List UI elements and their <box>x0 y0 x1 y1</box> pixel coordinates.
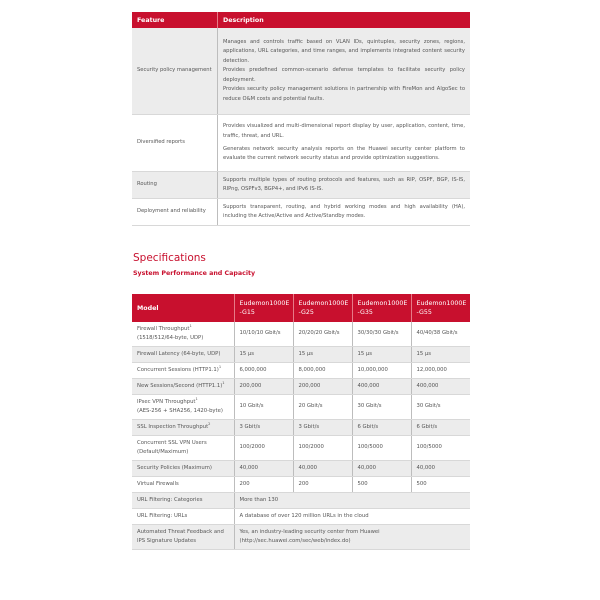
description-paragraph: Generates network security analysis reports on the Huawei security center platform to evaluate the current network security status and provide optimization suggestions. <box>223 146 465 162</box>
spec-value: 15 μs <box>234 347 293 363</box>
spec-label-text: URL Filtering: Categories <box>137 496 203 503</box>
spec-value: 12,000,000 <box>411 363 470 379</box>
model-name: Eudemon1000E <box>298 300 349 307</box>
spec-value: 40,000 <box>411 461 470 477</box>
feature-description <box>218 115 471 172</box>
spec-value: 15 μs <box>293 347 352 363</box>
feature-description <box>218 199 471 226</box>
spec-label <box>132 363 234 379</box>
spec-row <box>132 477 470 493</box>
spec-row <box>132 420 470 436</box>
spec-label-text: SSL Inspection Throughput <box>137 423 209 430</box>
model-suffix: -G25 <box>298 309 314 316</box>
model-name: Eudemon1000E <box>416 300 467 307</box>
spec-label-detail: (Default/Maximum) <box>137 449 189 455</box>
spec-row-merged <box>132 509 470 525</box>
spec-label-text: IPsec VPN Throughput <box>137 398 196 405</box>
spec-label-text: Firewall Latency (64-byte, UDP) <box>137 350 221 357</box>
spec-value: 100/5000 <box>352 436 411 461</box>
spec-label-text: Automated Threat Feedback and <box>137 528 224 535</box>
spec-value: 100/2000 <box>234 436 293 461</box>
spec-value: 200,000 <box>234 379 293 395</box>
model-suffix: -G35 <box>357 309 373 316</box>
spec-value: 30 Gbit/s <box>352 395 411 420</box>
spec-row <box>132 379 470 395</box>
spec-value-merged <box>234 509 470 525</box>
footnote-marker: 1 <box>195 396 198 401</box>
spec-label-text: Security Policies (Maximum) <box>137 464 212 471</box>
spec-label-detail: IPS Signature Updates <box>137 538 196 544</box>
spec-label <box>132 436 234 461</box>
model-header-g15 <box>234 294 293 322</box>
spec-label <box>132 477 234 493</box>
spec-value: 500 <box>411 477 470 493</box>
model-column-header: Model <box>132 294 234 322</box>
spec-value-link[interactable]: (http://sec.huawei.com/sec/web/index.do) <box>239 538 351 544</box>
description-paragraph: Manages and controls traffic based on VLAN IDs, quintuples, security zones, regions, applications, URL categories, and time ranges, and implements integrated content security detection. <box>223 39 465 64</box>
spec-value: 200 <box>293 477 352 493</box>
spec-value: 500 <box>352 477 411 493</box>
model-header-g55 <box>411 294 470 322</box>
description-paragraph: Supports transparent, routing, and hybrid working modes and high availability (HA), including the Active/Active and Active/Standby modes. <box>223 203 465 219</box>
spec-value: 100/5000 <box>411 436 470 461</box>
description-paragraph: Provides visualized and multi-dimensional report display by user, application, content, time, traffic, threat, and URL. <box>223 123 465 139</box>
spec-label-text: Firewall Throughput <box>137 325 190 332</box>
feature-description <box>218 28 471 115</box>
model-suffix: -G55 <box>416 309 432 316</box>
spec-value: 30 Gbit/s <box>411 395 470 420</box>
description-paragraph: Provides security policy management solutions in partnership with FireMon and AlgoSec to reduce O&M costs and potential faults. <box>223 86 465 102</box>
spec-value: 6 Gbit/s <box>352 420 411 436</box>
spec-value: 20 Gbit/s <box>293 395 352 420</box>
spec-value-text: More than 130 <box>239 496 279 503</box>
spec-row-merged <box>132 525 470 550</box>
spec-label <box>132 525 234 550</box>
section-subtitle: System Performance and Capacity <box>133 270 256 277</box>
spec-label <box>132 509 234 525</box>
spec-value: 3 Gbit/s <box>234 420 293 436</box>
spec-value: 3 Gbit/s <box>293 420 352 436</box>
feature-description <box>218 172 471 199</box>
feature-row <box>132 115 470 172</box>
feature-name: Deployment and reliability <box>132 199 218 226</box>
spec-value: 6,000,000 <box>234 363 293 379</box>
feature-description-table <box>132 12 470 226</box>
spec-label-detail: (AES-256 + SHA256, 1420-byte) <box>137 408 223 414</box>
spec-row <box>132 395 470 420</box>
spec-value: 200 <box>234 477 293 493</box>
footnote-marker: 1 <box>218 365 222 370</box>
spec-row <box>132 322 470 347</box>
spec-value: 100/2000 <box>293 436 352 461</box>
spec-label-text: Concurrent SSL VPN Users <box>137 439 207 446</box>
spec-value: 10/10/10 Gbit/s <box>234 322 293 347</box>
model-header-g25 <box>293 294 352 322</box>
feature-name: Routing <box>132 172 218 199</box>
spec-label-detail: (1518/512/64-byte, UDP) <box>137 335 204 341</box>
spec-label <box>132 493 234 509</box>
feature-table-header <box>132 12 470 28</box>
spec-value: 10,000,000 <box>352 363 411 379</box>
spec-value: 6 Gbit/s <box>411 420 470 436</box>
spec-row <box>132 436 470 461</box>
spec-label <box>132 395 234 420</box>
spec-row <box>132 461 470 477</box>
spec-row <box>132 347 470 363</box>
spec-value: 10 Gbit/s <box>234 395 293 420</box>
description-paragraph: Supports multiple types of routing protocols and features, such as RIP, OSPF, BGP, IS-IS, RIPng, OSPFv3, BGP4+, and IPv6 IS-IS. <box>223 176 465 192</box>
spec-value: 40,000 <box>234 461 293 477</box>
spec-label <box>132 461 234 477</box>
spec-value: 40/40/38 Gbit/s <box>411 322 470 347</box>
spec-value: 400,000 <box>352 379 411 395</box>
spec-label <box>132 379 234 395</box>
feature-name: Diversified reports <box>132 115 218 172</box>
spec-label <box>132 322 234 347</box>
description-paragraph: Provides predefined common-scenario defense templates to facilitate security policy deployment. <box>223 67 465 83</box>
model-header-g35 <box>352 294 411 322</box>
spec-value: 15 μs <box>352 347 411 363</box>
spec-value-text: A database of over 120 million URLs in the cloud <box>239 512 369 519</box>
spec-row-merged <box>132 493 470 509</box>
feature-row <box>132 199 470 226</box>
spec-value: 15 μs <box>411 347 470 363</box>
spec-value: 20/20/20 Gbit/s <box>293 322 352 347</box>
footnote-marker: 1 <box>222 381 225 386</box>
model-name: Eudemon1000E <box>357 300 408 307</box>
spec-label-text: Concurrent Sessions (HTTP1.1) <box>137 366 219 373</box>
spec-label <box>132 347 234 363</box>
spec-value: 400,000 <box>411 379 470 395</box>
spec-label-text: New Sessions/Second (HTTP1.1) <box>137 382 223 389</box>
specifications-table <box>132 294 470 550</box>
footnote-marker: 1 <box>189 323 192 328</box>
footnote-marker: 2 <box>208 422 211 427</box>
spec-value: 40,000 <box>293 461 352 477</box>
spec-value-merged <box>234 525 470 550</box>
spec-value: 8,000,000 <box>293 363 352 379</box>
feature-name: Security policy management <box>132 28 218 115</box>
model-suffix: -G15 <box>239 309 255 316</box>
spec-label-text: URL Filtering: URLs <box>137 512 188 519</box>
spec-table-header <box>132 294 470 322</box>
feature-column-header: Feature <box>132 12 218 28</box>
spec-label-text: Virtual Firewalls <box>137 480 179 487</box>
spec-label <box>132 420 234 436</box>
spec-value-merged <box>234 493 470 509</box>
feature-row <box>132 172 470 199</box>
description-column-header: Description <box>218 12 471 28</box>
spec-value: 30/30/30 Gbit/s <box>352 322 411 347</box>
feature-row <box>132 28 470 115</box>
spec-value: 200,000 <box>293 379 352 395</box>
spec-value: 40,000 <box>352 461 411 477</box>
section-title: Specifications <box>133 252 206 264</box>
spec-row <box>132 363 470 379</box>
spec-value-text: Yes, an industry-leading security center from Huawei <box>239 528 380 535</box>
model-name: Eudemon1000E <box>239 300 290 307</box>
